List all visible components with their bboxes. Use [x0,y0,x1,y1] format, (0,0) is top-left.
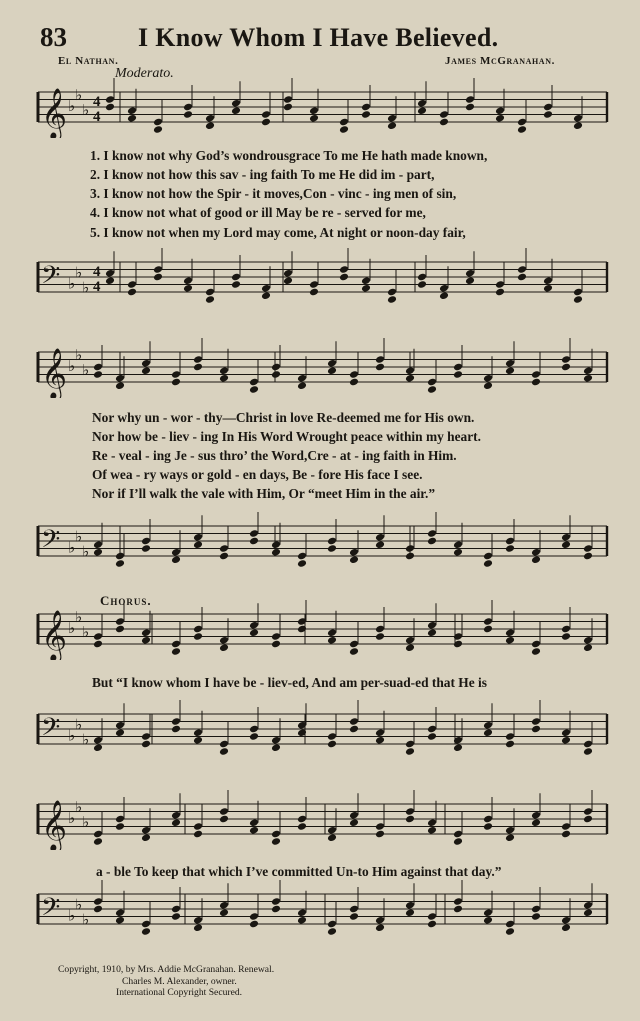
svg-text:♭: ♭ [75,797,83,816]
copyright-line: Charles M. Alexander, owner. [122,975,237,987]
svg-text:♭: ♭ [75,715,83,734]
verse-line: Re - veal - ing Je - sus thro’ the Word,Cre - at - ing faith in Him. [92,448,457,463]
tempo-marking: Moderato. [115,66,174,81]
system2-bass-staff [0,512,640,572]
svg-text:♭: ♭ [68,357,76,375]
svg-text:𝄢: 𝄢 [41,893,61,928]
system3-treble-staff [0,600,640,660]
svg-text:♭: ♭ [82,622,90,641]
svg-text:♭: ♭ [82,278,90,297]
system1-treble-staff [0,78,640,138]
verse-line: Nor if I’ll walk the vale with Him, Or “meet Him in the air.” [92,486,436,501]
verse-line: 5. I know not when my Lord may come, At night or noon-day fair, [90,225,466,240]
svg-text:4: 4 [93,264,101,280]
verse-line: Nor why un - wor - thy—Christ in love Re-deemed me for His own. [92,410,475,425]
svg-text:♭: ♭ [82,100,90,119]
system4-bass-staff [0,880,640,940]
svg-text:♭: ♭ [68,726,76,745]
svg-text:4: 4 [93,109,101,125]
svg-text:♭: ♭ [75,263,83,282]
svg-text:♭: ♭ [68,274,76,293]
chorus-label: Chorus. [100,593,152,608]
svg-text:♭: ♭ [82,360,90,379]
svg-text:♭: ♭ [82,910,90,929]
svg-text:♭: ♭ [82,730,90,749]
hymn-title: I Know Whom I Have Believed. [138,23,499,52]
copyright-line: Copyright, 1910, by Mrs. Addie McGranahan. Renewal. [58,964,275,975]
svg-text:♭: ♭ [68,538,76,557]
verse-line: 3. I know not how the Spir - it moves,Con - vinc - ing men of sin, [90,186,457,201]
svg-text:𝄢: 𝄢 [41,525,61,560]
svg-text:♭: ♭ [82,542,90,561]
svg-text:𝄞: 𝄞 [41,348,68,398]
verse-line: 2. I know not how this sav - ing faith To me He did im - part, [90,167,435,182]
svg-text:♭: ♭ [68,809,76,827]
verse-line: 4. I know not what of good or ill May be re - served for me, [90,205,426,220]
hymn-number: 83 [40,22,67,52]
verse-line: 1. I know not why God’s wondrousgrace To me He hath made known, [90,148,488,163]
svg-text:♭: ♭ [68,97,76,115]
chorus-line-2: a - ble To keep that which I’ve committed Un-to Him against that day.” [96,864,502,879]
svg-text:4: 4 [93,279,101,295]
svg-text:𝄞: 𝄞 [41,610,68,660]
system4-treble-staff [0,790,640,850]
svg-text:𝄢: 𝄢 [41,713,61,748]
system2-treble-staff [0,338,640,398]
system1-bass-staff [0,248,640,308]
chorus-line-1: But “I know whom I have be - liev-ed, And am per-suad-ed that He is [92,675,487,690]
copyright-notice [58,964,274,999]
system3-bass-staff [0,700,640,760]
svg-text:♭: ♭ [75,527,83,546]
svg-text:𝄢: 𝄢 [41,261,61,296]
svg-text:♭: ♭ [82,812,90,831]
svg-text:♭: ♭ [75,607,83,626]
svg-text:𝄞: 𝄞 [41,88,68,138]
svg-text:♭: ♭ [75,345,83,364]
svg-text:♭: ♭ [75,85,83,104]
lyricist-credit: El Nathan. [58,55,119,67]
svg-text:♭: ♭ [68,619,76,637]
verse-line: Of wea - ry ways or gold - en days, Be - fore His face I see. [92,467,423,482]
svg-text:𝄞: 𝄞 [41,800,68,850]
copyright-line: International Copyright Secured. [116,987,243,998]
verse-line: Nor how be - liev - ing In His Word Wrought peace within my heart. [92,429,481,444]
svg-text:4: 4 [93,94,101,110]
svg-text:♭: ♭ [75,895,83,914]
svg-text:♭: ♭ [68,906,76,925]
composer-credit: James McGranahan. [445,55,555,67]
